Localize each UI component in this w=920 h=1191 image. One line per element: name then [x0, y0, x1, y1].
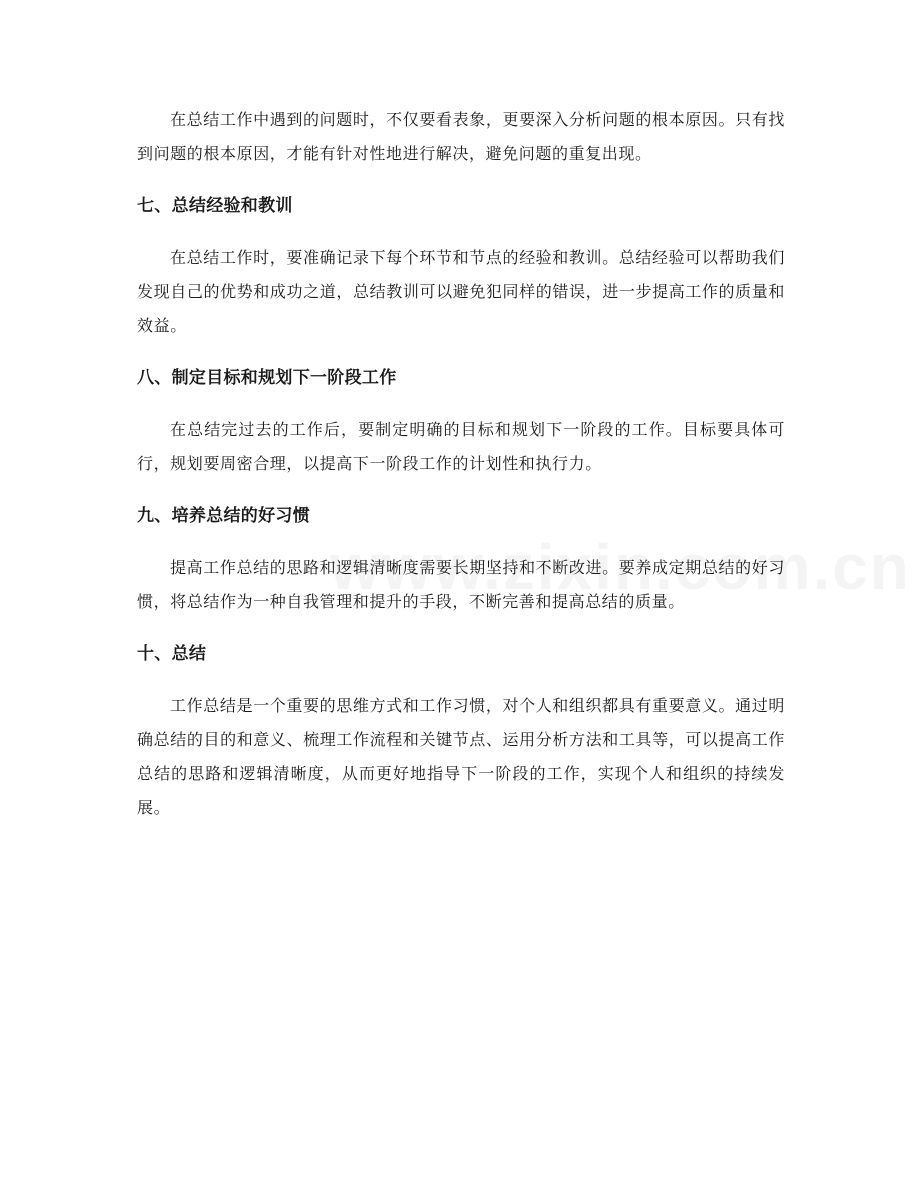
section-body-10: 工作总结是一个重要的思维方式和工作习惯，对个人和组织都具有重要意义。通过明确总结的目的和意义、梳理工作流程和关键节点、运用分析方法和工具等，可以提高工作总结的思路和逻辑清晰度，从而更好地指导下一阶段的工作，实现个人和组织的持续发展。: [137, 696, 785, 817]
section-heading-9: 九、培养总结的好习惯: [137, 506, 310, 526]
section-heading-7: 七、总结经验和教训: [137, 196, 293, 216]
intro-paragraph: 在总结工作中遇到的问题时，不仅要看表象，更要深入分析问题的根本原因。只有找到问题的根本原因，才能有针对性地进行解决，避免问题的重复出现。: [137, 110, 785, 163]
document-page: [137, 103, 785, 843]
section-heading-8: 八、制定目标和规划下一阶段工作: [137, 368, 397, 388]
section-body-9: 提高工作总结的思路和逻辑清晰度需要长期坚持和不断改进。要养成定期总结的好习惯，将总结作为一种自我管理和提升的手段，不断完善和提高总结的质量。: [137, 558, 785, 611]
section-body-8: 在总结完过去的工作后，要制定明确的目标和规划下一阶段的工作。目标要具体可行，规划要周密合理，以提高下一阶段工作的计划性和执行力。: [137, 420, 785, 473]
section-body-7: 在总结工作时，要准确记录下每个环节和节点的经验和教训。总结经验可以帮助我们发现自己的优势和成功之道，总结教训可以避免犯同样的错误，进一步提高工作的质量和效益。: [137, 248, 785, 335]
section-heading-10: 十、总结: [137, 644, 207, 664]
